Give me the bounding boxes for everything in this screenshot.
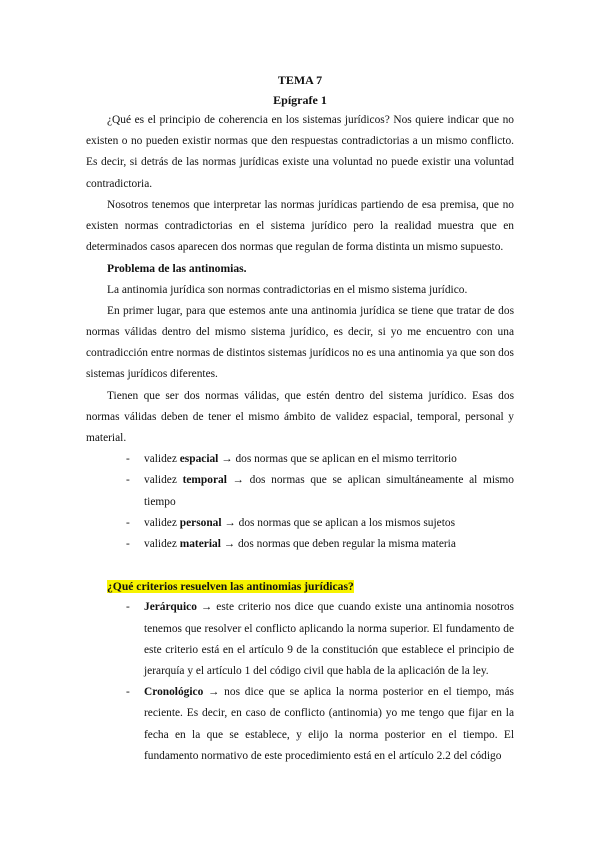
list-dash: - bbox=[126, 601, 130, 614]
term-espacial: espacial bbox=[179, 453, 219, 466]
list-item: - validez espacial → dos normas que se aplican en el mismo territorio bbox=[86, 449, 514, 470]
term-personal: personal bbox=[179, 516, 222, 529]
term-material: material bbox=[179, 538, 221, 551]
list-item: - Cronológico → nos dice que se aplica la norma posterior en el tiempo, más reciente. Es decir, en caso de conflicto (antinomia) yo me tengo que fijar en la fecha en la que se establece, y elijo la norma posterior en el tiempo. El fundamento normativo de este procedimiento está en el artículo 2.2 del código bbox=[86, 682, 514, 767]
heading-antinomias: Problema de las antinomias. bbox=[107, 262, 247, 276]
paragraph-interpretation: Nosotros tenemos que interpretar las normas jurídicas partiendo de esa premisa, que no existen normas contradictorias en el sistema jurídico pero la realidad muestra que en determinados casos aparecen dos normas que regulan de forma distinta un mismo supuesto. bbox=[86, 198, 514, 254]
paragraph-coherence: ¿Qué es el principio de coherencia en los sistemas jurídicos? Nos quiere indicar que no existen o no pueden existir normas que den respuestas contradictorias a un mismo conflicto. Es decir, si detrás de las normas jurídicas existe una voluntad no puede existir una voluntad contradictoria. bbox=[86, 114, 514, 190]
list-dash: - bbox=[126, 538, 130, 551]
list-dash: - bbox=[126, 516, 130, 529]
document-title: TEMA 7 bbox=[277, 73, 323, 87]
list-item: - validez temporal → dos normas que se aplican simultáneamente al mismo tiempo bbox=[86, 470, 514, 512]
document-body bbox=[86, 70, 514, 767]
list-dash: - bbox=[126, 453, 130, 466]
term-jerarquico: Jerárquico bbox=[144, 601, 197, 614]
highlighted-heading: ¿Qué criterios resuelven las antinomias jurídicas? bbox=[107, 580, 354, 594]
blank-line bbox=[86, 555, 514, 576]
list-item: - validez personal → dos normas que se aplican a los mismos sujetos bbox=[86, 513, 514, 534]
list-dash: - bbox=[126, 474, 130, 487]
validity-list bbox=[86, 449, 514, 555]
paragraph-valid-norms: Tienen que ser dos normas válidas, que estén dentro del sistema jurídico. Esas dos normas válidas deben de tener el mismo ámbito de validez espacial, temporal, personal y material. bbox=[86, 389, 514, 445]
term-temporal: temporal bbox=[182, 474, 227, 487]
list-item: - validez material → dos normas que deben regular la misma materia bbox=[86, 534, 514, 555]
heading-criterios bbox=[107, 576, 514, 597]
list-item: - Jerárquico → este criterio nos dice que cuando existe una antinomia nosotros tenemos que resolver el conflicto aplicando la norma superior. El fundamento de este criterio está en el artículo 9 de la constitución que establece el principio de jerarquía y el artículo 1 del código civil que habla de la aplicación de la ley. bbox=[86, 597, 514, 682]
document-subtitle: Epígrafe 1 bbox=[273, 93, 327, 107]
paragraph-definition: La antinomia jurídica son normas contradictorias en el mismo sistema jurídico. bbox=[107, 283, 468, 296]
criteria-list bbox=[86, 597, 514, 767]
paragraph-requirements: En primer lugar, para que estemos ante una antinomia jurídica se tiene que tratar de dos normas válidas dentro del mismo sistema jurídico, es decir, si yo me encuentro con una contradicción entre normas de distintos sistemas jurídicos no es una antinomia ya que son dos sistemas jurídicos diferentes. bbox=[86, 304, 514, 381]
term-cronologico: Cronológico bbox=[144, 686, 204, 699]
list-dash: - bbox=[126, 686, 130, 699]
